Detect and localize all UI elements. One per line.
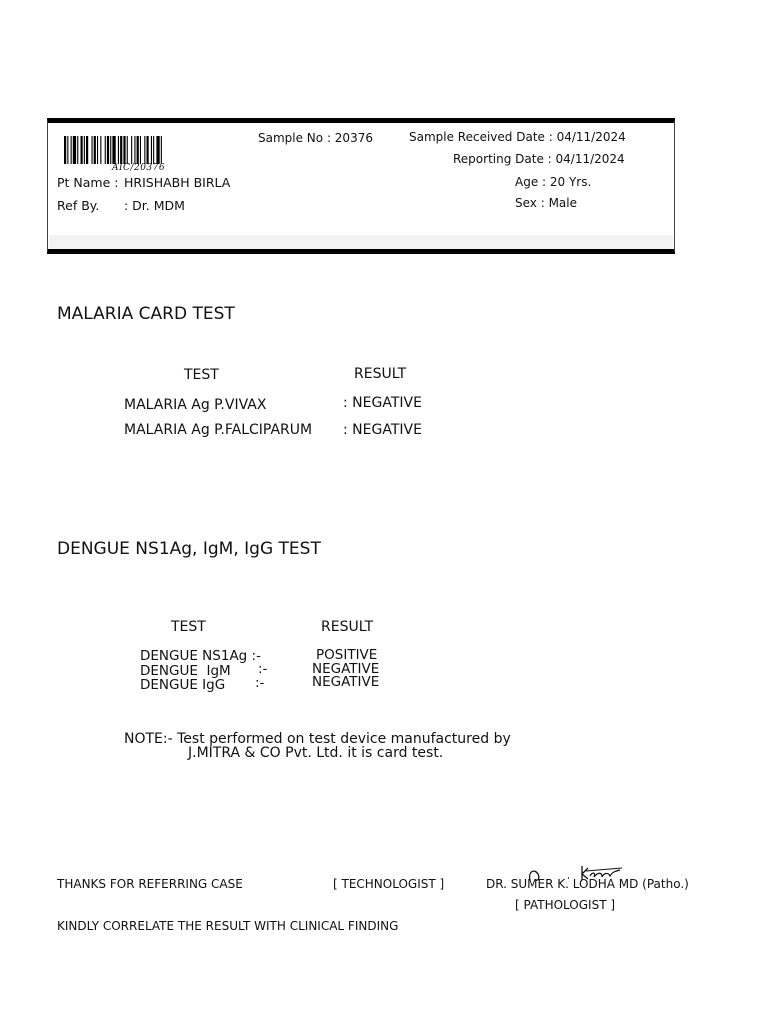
barcode-bar	[110, 136, 111, 164]
barcode-text: AIC/20376	[112, 163, 166, 173]
barcode-bar	[97, 136, 98, 164]
barcode-bar	[131, 136, 132, 164]
dengue-result-header: RESULT	[321, 619, 374, 635]
pt-name-label: Pt Name :	[57, 175, 119, 190]
sex: Sex : Male	[515, 196, 577, 210]
barcode-bar	[67, 136, 68, 164]
barcode-bar	[137, 136, 139, 164]
malaria-result-header: RESULT	[354, 366, 407, 382]
barcode-bar	[147, 136, 149, 164]
barcode-bar	[156, 136, 159, 164]
dengue-row-result: POSITIVE	[316, 647, 378, 663]
barcode-bar	[123, 136, 125, 164]
ref-by-value: : Dr. MDM	[124, 198, 185, 213]
dengue-row-separator: :-	[255, 675, 265, 691]
dengue-row-separator: :-	[258, 661, 268, 677]
dengue-row-test: DENGUE NS1Ag :-	[140, 648, 261, 664]
barcode-bar	[112, 136, 115, 164]
pathologist-label: [ PATHOLOGIST ]	[515, 898, 616, 912]
doctor-name: DR. SUMER K. LODHA MD (Patho.)	[486, 877, 689, 891]
barcode-bar	[140, 136, 141, 164]
ref-by-label: Ref By.	[57, 198, 100, 213]
barcode-bar	[71, 136, 72, 164]
barcode-icon	[64, 136, 222, 164]
technologist-label: [ TECHNOLOGIST ]	[333, 877, 445, 891]
note-line-1: NOTE:- Test performed on test device manufactured by	[124, 731, 511, 747]
barcode-bar	[107, 136, 109, 164]
barcode-bar	[92, 136, 93, 164]
barcode-bar	[161, 136, 162, 164]
malaria-row-test: MALARIA Ag P.FALCIPARUM	[124, 422, 313, 438]
dengue-test-header: TEST	[171, 619, 206, 635]
malaria-test-header: TEST	[184, 367, 219, 383]
malaria-row-result: : NEGATIVE	[343, 395, 422, 411]
dengue-row-result: NEGATIVE	[312, 674, 380, 690]
barcode-bar	[84, 136, 85, 164]
barcode-bar	[134, 136, 135, 164]
barcode-bar	[127, 136, 128, 164]
pt-name-value: HRISHABH BIRLA	[124, 175, 231, 190]
dengue-title: DENGUE NS1Ag, IgM, IgG TEST	[57, 539, 321, 559]
correlate-text: KINDLY CORRELATE THE RESULT WITH CLINICAL FINDING	[57, 919, 399, 933]
dengue-row-result: NEGATIVE	[312, 661, 380, 677]
barcode-bar	[86, 136, 88, 164]
malaria-row-result: : NEGATIVE	[343, 422, 422, 438]
sample-no: Sample No : 20376	[258, 131, 373, 145]
barcode-bar	[153, 136, 154, 164]
barcode-bar	[81, 136, 83, 164]
malaria-title: MALARIA CARD TEST	[57, 304, 235, 324]
barcode-bar	[151, 136, 152, 164]
barcode-bar	[144, 136, 145, 164]
note-line-2: J.MITRA & CO Pvt. Ltd. it is card test.	[188, 745, 444, 761]
barcode-bar	[118, 136, 119, 164]
reporting-date: Reporting Date : 04/11/2024	[453, 152, 625, 166]
thanks-text: THANKS FOR REFERRING CASE	[57, 877, 243, 891]
barcode-bar	[73, 136, 76, 164]
malaria-row-test: MALARIA Ag P.VIVAX	[124, 397, 267, 413]
dengue-row-test: DENGUE IgM	[140, 663, 231, 679]
barcode-bar	[94, 136, 96, 164]
barcode-bar	[64, 136, 66, 164]
barcode-bar	[77, 136, 78, 164]
age: Age : 20 Yrs.	[515, 175, 592, 189]
barcode-bar	[120, 136, 122, 164]
barcode-bar	[100, 136, 101, 164]
dengue-row-test: DENGUE IgG	[140, 677, 226, 693]
header-shade	[49, 235, 673, 249]
sample-received-date: Sample Received Date : 04/11/2024	[409, 130, 626, 144]
barcode-bar	[105, 136, 106, 164]
